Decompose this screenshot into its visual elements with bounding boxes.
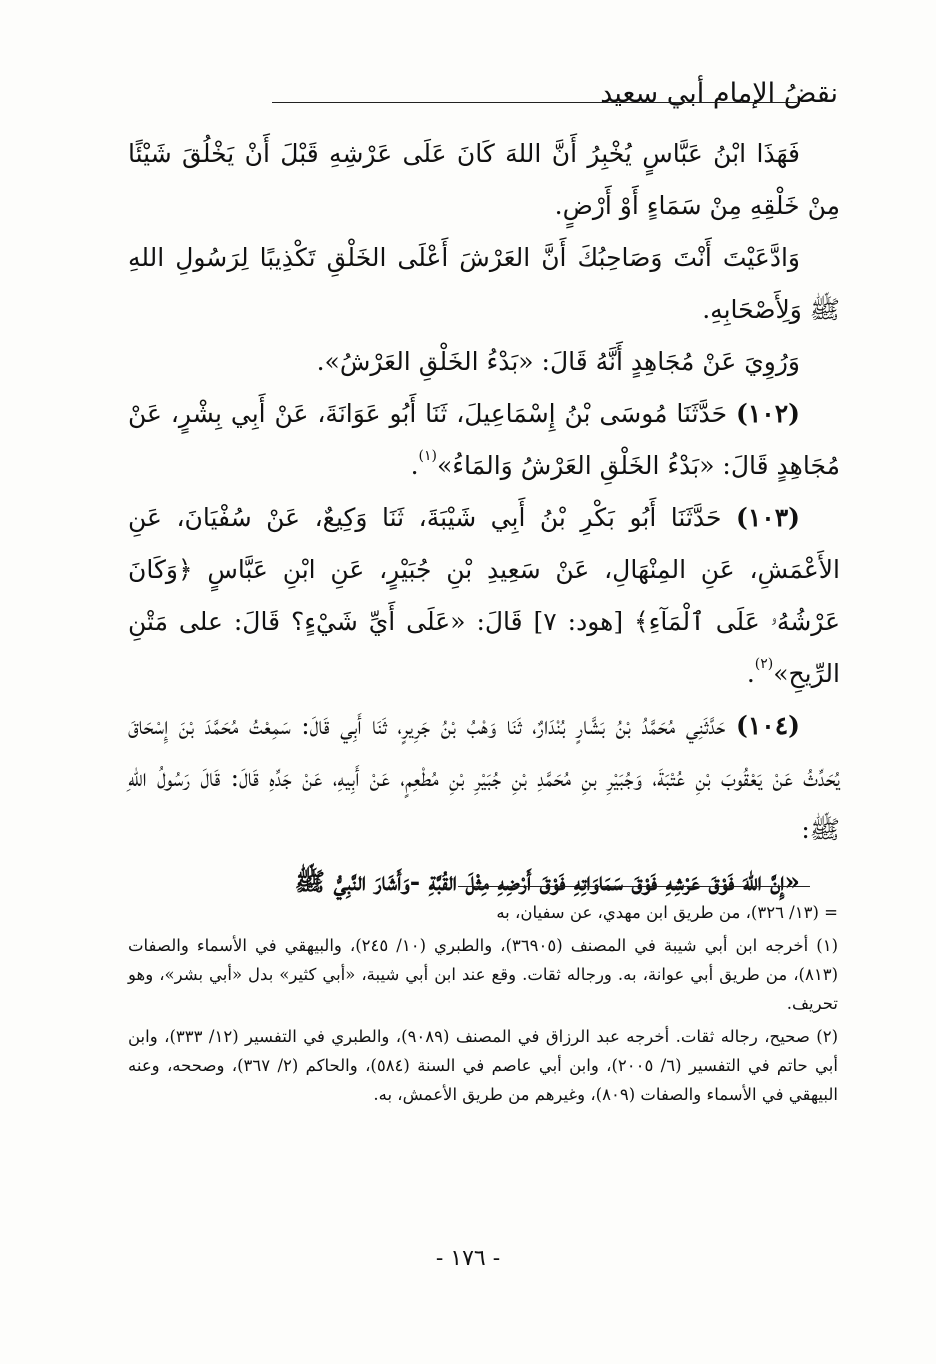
hadith-number: (١٠٤) xyxy=(736,711,801,740)
hadith-104 xyxy=(128,700,840,856)
hadith-text: حَدَّثَنِي مُحَمَّدُ بْنُ بَشَّارٍ بُنْدَارٌ، ثَنَا وَهْبُ بْنُ جَرِيرٍ، ثَنَا أَبِي قَالَ: سَمِعْتُ مُحَمَّدَ بْنَ إِسْحَاقَ يُحَدِّثُ عَنْ يَعْقُوبَ بْنِ عُتْبَةَ، وَجُبَيْرِ بنِ مُحَمَّدِ بْنِ جُبَيْرِ بْنِ مُطْعِمٍ، عَنْ أَبِيهِ، عَنْ جَدِّهِ قَالَ: قَالَ رَسُولُ اللهِ ﷺ: xyxy=(128,711,840,844)
footnote-1 xyxy=(128,931,838,1018)
footnote-text: أخرجه ابن أبي شيبة في المصنف (٣٦٩٠٥)، والطبري (١٠/ ٢٤٥)، والبيهقي في الأسماء والصفات (٨١٣)، من طريق أبي عوانة، به. ورجاله ثقات. وقع عند ابن أبي شيبة، «أبي كثير» بدل «أبي بشر»، وهو تحريف. xyxy=(128,936,838,1013)
hadith-quote: «إِنَّ اللهَ فَوْقَ عَرْشِهِ فَوْقَ سَمَاوَاتِهِ فَوْقَ أَرْضِهِ مِثْلَ القُبَّةِ -وَأَشَارَ النَّبِيُّ ﷺ xyxy=(294,867,800,896)
header-title: نقضُ الإمام أبي سعيد xyxy=(600,78,838,109)
running-header xyxy=(0,78,936,128)
paragraph-claim: وَادَّعَيْتَ أَنْتَ وَصَاحِبُكَ أَنَّ العَرْشَ أَعْلَى الخَلْقِ تَكْذِيبًا لِرَسُولِ اللهِ ﷺ وَلِأَصْحَابِهِ. xyxy=(128,243,840,324)
hadith-103 xyxy=(128,492,840,700)
footnote-marker[interactable]: (٢) xyxy=(754,656,774,672)
hadith-end: . xyxy=(410,451,419,480)
hadith-text: حَدَّثَنَا مُوسَى بْنُ إِسْمَاعِيلَ، ثَنَا أَبُو عَوَانَةَ، عَنْ أَبِي بِشْرٍ، عَنْ مُجَاهِدٍ قَالَ: «بَدْءُ الخَلْقِ العَرْشُ وَالمَاءُ» xyxy=(128,399,840,480)
header-rule xyxy=(272,102,797,103)
hadith-102 xyxy=(128,388,840,492)
footnote-label: (٢) xyxy=(816,1027,839,1046)
footnote-rule xyxy=(458,886,810,887)
hadith-end: . xyxy=(746,659,755,688)
paragraph-mujahid: وَرُوِيَ عَنْ مُجَاهِدٍ أَنَّهُ قَالَ: «بَدْءُ الخَلْقِ العَرْشُ». xyxy=(316,347,800,376)
footnote-2 xyxy=(128,1022,838,1109)
main-text xyxy=(128,128,840,908)
footnote-text: صحيح، رجاله ثقات. أخرجه عبد الرزاق في المصنف (٩٠٨٩)، والطبري في التفسير (١٢/ ٣٣٣)، وابن أبي حاتم في التفسير (٦/ ٢٠٠٥)، وابن أبي عاصم في السنة (٥٨٤)، والحاكم (٢/ ٣٦٧)، وصححه، وعنه البيهقي في الأسماء والصفات (٨٠٩)، وغيرهم من طريق الأعمش، به. xyxy=(128,1027,838,1104)
footnote-continuation: = (١٣/ ٣٢٦)، من طريق ابن مهدي، عن سفيان، به xyxy=(496,903,838,922)
footnote-marker[interactable]: (١) xyxy=(418,448,437,464)
footnote-label: (١) xyxy=(816,936,838,955)
hadith-number: (١٠٢) xyxy=(736,399,800,428)
footnotes xyxy=(128,898,838,1113)
hadith-number: (١٠٣) xyxy=(736,503,800,532)
page-number: - ١٧٦ - xyxy=(435,1246,501,1271)
hadith-text: حَدَّثَنَا أَبُو بَكْرِ بْنُ أَبِي شَيْبَةَ، ثَنَا وَكِيعٌ، عَنْ سُفْيَانَ، عَنِ الأَعْمَشِ، عَنِ المِنْهَالِ، عَنْ سَعِيدِ بْنِ جُبَيْرٍ، عَنِ ابْنِ عَبَّاسٍ ﴿وَكَانَ عَرْشُهُۥ عَلَى ٱلْمَآءِ﴾ [هود: ٧] قَالَ: «عَلَى أَيِّ شَيْءٍ؟ قَالَ: على مَتْنِ الرِّيحِ» xyxy=(128,503,840,688)
paragraph-ibn-abbas: فَهَذَا ابْنُ عَبَّاسٍ يُخْبِرُ أَنَّ اللهَ كَانَ عَلَى عَرْشِهِ قَبْلَ أَنْ يَخْلُقَ شَيْئًا مِنْ خَلْقِهِ مِنْ سَمَاءٍ أَوْ أَرْضٍ. xyxy=(128,139,840,220)
